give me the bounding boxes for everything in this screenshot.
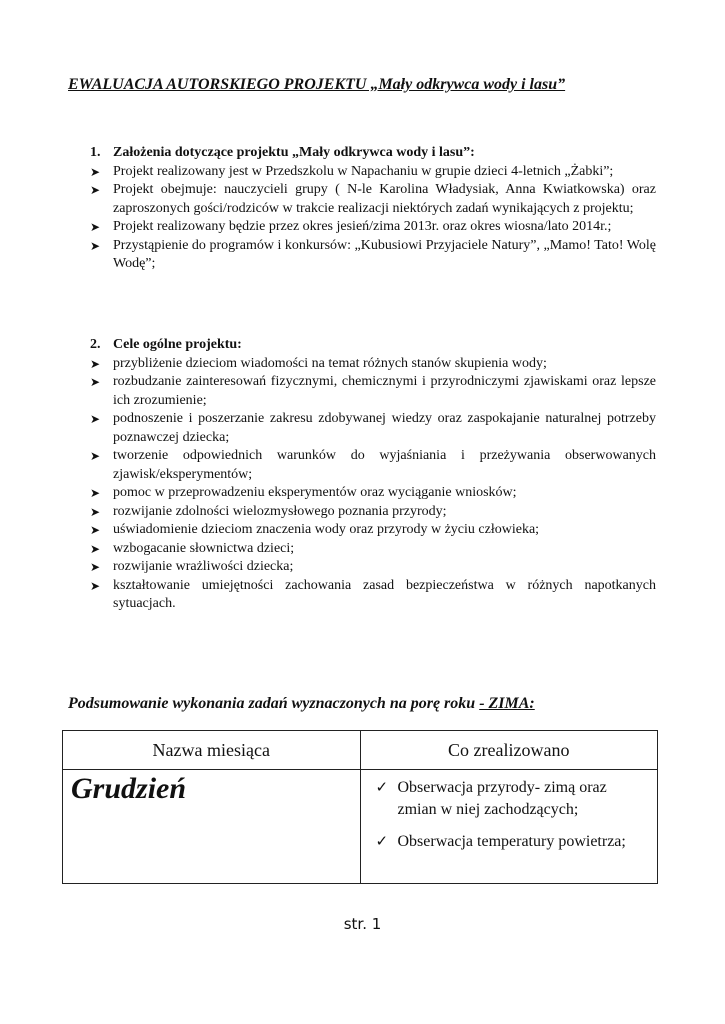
arrow-bullet-icon: ➤ [90, 220, 101, 234]
list-item-text: tworzenie odpowiednich warunków do wyjaśniania i przeżywania obserwowanych zjawisk/eksperymentów; [113, 448, 656, 482]
list-item [90, 577, 656, 614]
section-number: 2. [90, 337, 101, 352]
list-item [90, 355, 656, 374]
summary-table [62, 730, 658, 884]
list-item [90, 503, 656, 522]
arrow-bullet-icon: ➤ [90, 356, 101, 371]
list-item [90, 373, 656, 410]
section-title: Założenia dotyczące projektu „Mały odkrywca wody i lasu”: [113, 145, 475, 160]
arrow-bullet-icon: ➤ [90, 560, 101, 574]
assumptions-list [90, 163, 656, 274]
list-item [90, 181, 656, 218]
list-item-text: rozwijanie zdolności wielozmysłowego poznania przyrody; [113, 503, 447, 519]
section-heading [90, 336, 656, 355]
summary-heading [68, 695, 668, 713]
list-item-text: Przystąpienie do programów i konkursów: „Kubusiowi Przyjaciele Natury”, „Mamo! Tato! Wolę Wodę”; [113, 237, 656, 271]
goals-list [90, 355, 656, 614]
section-title: Cele ogólne projektu: [113, 337, 242, 352]
arrow-bullet-icon: ➤ [90, 578, 101, 593]
list-item [90, 447, 656, 484]
month-cell: Grudzień [63, 770, 361, 884]
list-item [90, 218, 656, 237]
arrow-bullet-icon: ➤ [90, 238, 101, 253]
arrow-bullet-icon: ➤ [90, 504, 101, 519]
arrow-bullet-icon: ➤ [90, 523, 101, 537]
list-item-text: Obserwacja przyrody- zimą oraz zmian w niej zachodzących; [397, 779, 607, 818]
arrow-bullet-icon: ➤ [90, 541, 101, 556]
column-header-month: Nazwa miesiąca [63, 731, 361, 770]
list-item [90, 237, 656, 274]
list-item-text: pomoc w przeprowadzeniu eksperymentów oraz wyciąganie wniosków; [113, 485, 517, 500]
list-item [376, 831, 649, 853]
column-header-done: Co zrealizowano [360, 731, 658, 770]
section-number: 1. [90, 145, 101, 160]
section-heading [90, 144, 656, 163]
list-item-text: Projekt realizowany jest w Przedszkolu w Napachaniu w grupie dzieci 4-letnich „Żabki”; [113, 163, 614, 179]
arrow-bullet-icon: ➤ [90, 412, 101, 426]
list-item-text: Obserwacja temperatury powietrza; [397, 833, 626, 850]
list-item-text: Projekt obejmuje: nauczycieli grupy ( N-le Karolina Władysiak, Anna Kwiatkowska) oraz zaproszonych gości/rodziców w trakcie realizacji niektórych zadań wynikających z projektu; [113, 182, 656, 216]
list-item-text: rozbudzanie zainteresowań fizycznymi, chemicznymi i przyrodniczymi zjawiskami oraz lepsze ich zrozumienie; [113, 374, 656, 408]
list-item [90, 558, 656, 577]
done-list [362, 771, 657, 853]
page-number: str. 1 [343, 915, 382, 933]
list-item-text: Projekt realizowany będzie przez okres jesień/zima 2013r. oraz okres wiosna/lato 2014r.; [113, 219, 612, 234]
done-cell [360, 770, 658, 884]
list-item-text: rozwijanie wrażliwości dziecka; [113, 559, 294, 574]
arrow-bullet-icon: ➤ [90, 375, 101, 389]
season-label: - ZIMA: [479, 695, 535, 712]
arrow-bullet-icon: ➤ [90, 486, 101, 500]
table-row [63, 770, 658, 884]
list-item [90, 484, 656, 503]
list-item [90, 410, 656, 447]
list-item-text: przybliżenie dzieciom wiadomości na temat różnych stanów skupienia wody; [113, 355, 547, 371]
arrow-bullet-icon: ➤ [90, 183, 101, 197]
summary-text: Podsumowanie wykonania zadań wyznaczonych na porę roku [68, 695, 480, 712]
list-item [376, 777, 649, 821]
section-assumptions [90, 144, 656, 274]
list-item [90, 163, 656, 182]
list-item [90, 540, 656, 559]
document-title: EWALUACJA AUTORSKIEGO PROJEKTU „Mały odkrywca wody i lasu” [68, 76, 566, 93]
list-item-text: podnoszenie i poszerzanie zakresu zdobywanej wiedzy oraz zaspokajanie naturalnej potrzeby poznawczej dziecka; [113, 411, 656, 445]
checkmark-icon: ✓ [375, 834, 389, 850]
table-header-row [63, 731, 658, 770]
checkmark-icon: ✓ [375, 780, 389, 796]
list-item-text: kształtowanie umiejętności zachowania zasad bezpieczeństwa w różnych napotkanych sytuacjach. [113, 577, 656, 611]
arrow-bullet-icon: ➤ [90, 449, 101, 463]
list-item-text: uświadomienie dzieciom znaczenia wody oraz przyrody w życiu człowieka; [113, 522, 540, 537]
arrow-bullet-icon: ➤ [90, 164, 101, 179]
section-goals [90, 336, 656, 614]
list-item-text: wzbogacanie słownictwa dzieci; [113, 540, 295, 556]
list-item [90, 521, 656, 540]
